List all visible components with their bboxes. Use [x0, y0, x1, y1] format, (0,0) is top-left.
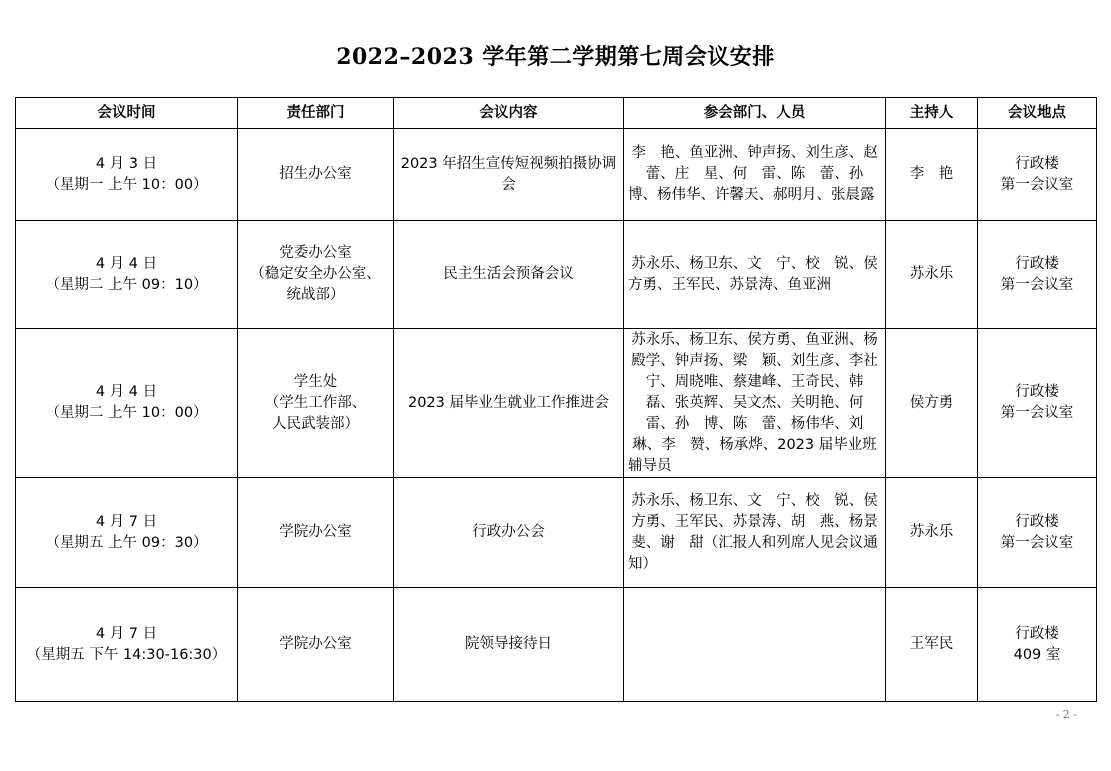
location-room: 第一会议室 [1000, 534, 1074, 551]
page-number: - 2 - [1055, 708, 1077, 721]
meeting-weekday-time: （星期五 上午 09：30） [45, 534, 208, 551]
department-cell [238, 478, 394, 588]
location-cell [978, 221, 1097, 329]
meeting-time-cell [16, 478, 238, 588]
content-cell: 民主生活会预备会议 [394, 221, 624, 329]
table-row [16, 221, 1097, 329]
attendees-cell [624, 588, 886, 702]
meeting-date: 4 月 7 日 [95, 625, 158, 642]
meeting-schedule-table [15, 97, 1097, 702]
location-cell [978, 588, 1097, 702]
document-title: 2022–2023 学年第二学期第七周会议安排 [336, 44, 775, 70]
location-room: 第一会议室 [1000, 405, 1074, 421]
host-cell: 苏永乐 [886, 478, 978, 588]
meeting-time-cell [16, 329, 238, 478]
meeting-date: 4 月 3 日 [95, 155, 158, 172]
department-line: 人民武装部） [272, 415, 359, 432]
meeting-date: 4 月 4 日 [95, 384, 158, 400]
attendees-cell: 苏永乐、杨卫东、侯方勇、鱼亚洲、杨殿学、钟声扬、梁 颖、刘生彦、李社宁、周晓唯、蔡建峰、王奇民、韩 磊、张英辉、吴文杰、关明艳、何 雷、孙 博、陈 蕾、杨伟华、刘 琳、李 赞、杨承烨、2023 届毕业班辅导员 [624, 329, 886, 478]
department-cell [238, 221, 394, 329]
department-line: （学生工作部、 [264, 394, 367, 411]
department-line: （稳定安全办公室、 [250, 266, 381, 282]
location-room: 409 室 [1013, 646, 1061, 663]
content-cell: 2023 年招生宣传短视频拍摄协调会 [394, 129, 624, 221]
attendees-cell: 苏永乐、杨卫东、文 宁、校 锐、侯方勇、王军民、苏景涛、胡 燕、杨景斐、谢 甜（汇报人和列席人见会议通知） [624, 478, 886, 588]
content-cell: 行政办公会 [394, 478, 624, 588]
department-cell [238, 329, 394, 478]
meeting-time-cell [16, 221, 238, 329]
location-building: 行政楼 [1015, 255, 1059, 272]
meeting-time-cell [16, 129, 238, 221]
header-host: 主持人 [886, 98, 978, 129]
meeting-weekday-time: （星期一 上午 10：00） [45, 176, 208, 193]
host-cell: 苏永乐 [886, 221, 978, 329]
attendees-cell: 李 艳、鱼亚洲、钟声扬、刘生彦、赵 蕾、庄 星、何 雷、陈 蕾、孙 博、杨伟华、许馨天、郝明月、张晨露 [624, 129, 886, 221]
attendees-cell: 苏永乐、杨卫东、文 宁、校 锐、侯方勇、王军民、苏景涛、鱼亚洲 [624, 221, 886, 329]
department-cell [238, 588, 394, 702]
department-line: 党委办公室 [279, 245, 352, 261]
meeting-date: 4 月 4 日 [95, 255, 158, 272]
host-cell: 王军民 [886, 588, 978, 702]
meeting-weekday-time: （星期五 下午 14:30-16:30） [26, 646, 227, 663]
meeting-time-cell [16, 588, 238, 702]
host-cell: 侯方勇 [886, 329, 978, 478]
table-row [16, 478, 1097, 588]
location-building: 行政楼 [1015, 513, 1059, 530]
header-attendees: 参会部门、人员 [624, 98, 886, 129]
location-room: 第一会议室 [1000, 276, 1074, 293]
location-building: 行政楼 [1015, 155, 1059, 172]
location-room: 第一会议室 [1000, 176, 1074, 193]
location-building: 行政楼 [1015, 384, 1059, 400]
table-row [16, 588, 1097, 702]
header-content: 会议内容 [394, 98, 624, 129]
department-line: 学生处 [293, 373, 338, 390]
header-meeting-time: 会议时间 [16, 98, 238, 129]
table-row [16, 329, 1097, 478]
content-cell: 2023 届毕业生就业工作推进会 [394, 329, 624, 478]
header-department: 责任部门 [238, 98, 394, 129]
header-row [16, 98, 1097, 129]
content-cell: 院领导接待日 [394, 588, 624, 702]
meeting-weekday-time: （星期二 上午 10：00） [45, 405, 208, 421]
department-line: 学院办公室 [279, 636, 352, 652]
department-line: 招生办公室 [279, 166, 352, 182]
department-line: 学院办公室 [279, 524, 352, 540]
department-line: 统战部） [286, 287, 345, 303]
location-cell [978, 478, 1097, 588]
location-cell [978, 329, 1097, 478]
host-cell: 李 艳 [886, 129, 978, 221]
meeting-weekday-time: （星期二 上午 09：10） [45, 276, 208, 293]
meeting-date: 4 月 7 日 [95, 513, 158, 530]
location-building: 行政楼 [1015, 625, 1059, 642]
department-cell [238, 129, 394, 221]
location-cell [978, 129, 1097, 221]
table-row [16, 129, 1097, 221]
header-location: 会议地点 [978, 98, 1097, 129]
